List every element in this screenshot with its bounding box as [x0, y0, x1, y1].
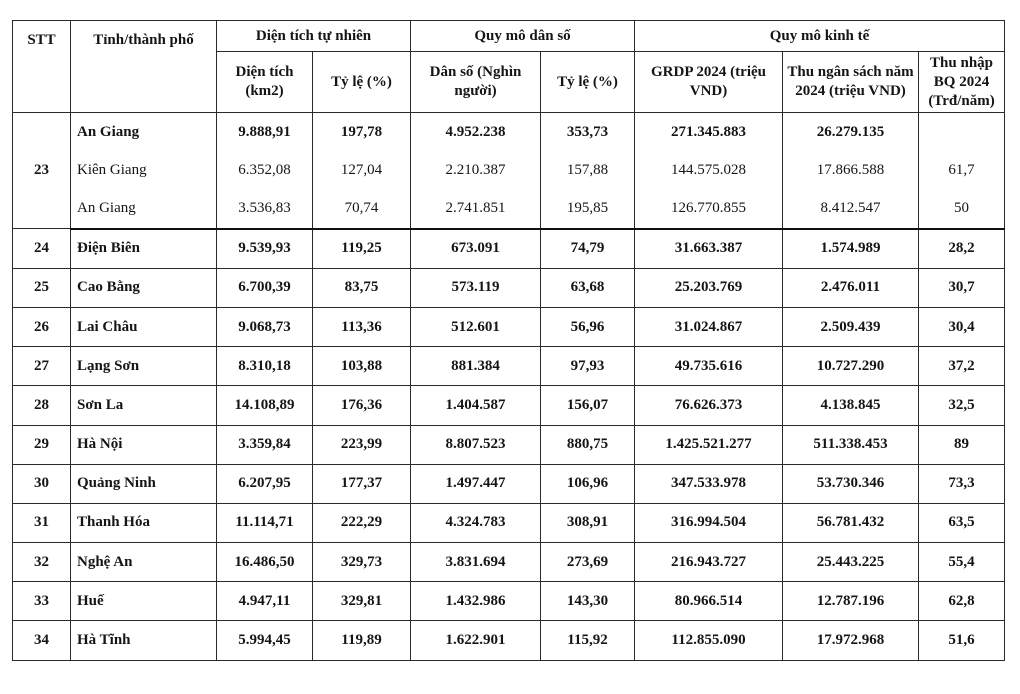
province-cell: An Giang: [71, 189, 217, 228]
stt-cell: 23: [13, 113, 71, 229]
area-ratio-cell: 329,81: [313, 582, 411, 621]
population-cell: 881.384: [411, 347, 541, 386]
population-ratio-cell: 74,79: [541, 229, 635, 269]
income-cell: 50: [919, 189, 1005, 228]
table-row: [13, 503, 1005, 542]
stt-cell: 29: [13, 425, 71, 464]
population-ratio-cell: 880,75: [541, 425, 635, 464]
population-ratio-cell: 143,30: [541, 582, 635, 621]
statistics-table-page: [12, 20, 1008, 661]
budget-cell: 26.279.135: [783, 113, 919, 152]
population-cell: 2.210.387: [411, 151, 541, 189]
population-ratio-cell: 157,88: [541, 151, 635, 189]
header-population-ratio: Tỷ lệ (%): [541, 52, 635, 113]
income-cell: 51,6: [919, 621, 1005, 660]
stt-cell: 26: [13, 307, 71, 346]
table-row: [13, 113, 1005, 152]
area-cell: 6.700,39: [217, 268, 313, 307]
grdp-cell: 76.626.373: [635, 386, 783, 425]
table-row: [13, 307, 1005, 346]
area-ratio-cell: 176,36: [313, 386, 411, 425]
grdp-cell: 216.943.727: [635, 543, 783, 582]
budget-cell: 25.443.225: [783, 543, 919, 582]
population-cell: 2.741.851: [411, 189, 541, 228]
area-cell: 6.207,95: [217, 464, 313, 503]
population-cell: 512.601: [411, 307, 541, 346]
table-row: [13, 582, 1005, 621]
stt-cell: 30: [13, 464, 71, 503]
budget-cell: 17.972.968: [783, 621, 919, 660]
area-cell: 16.486,50: [217, 543, 313, 582]
area-cell: 3.536,83: [217, 189, 313, 228]
header-group-economy: Quy mô kinh tế: [635, 21, 1005, 52]
area-ratio-cell: 119,89: [313, 621, 411, 660]
income-cell: 62,8: [919, 582, 1005, 621]
table-row: [13, 229, 1005, 269]
province-cell: Điện Biên: [71, 229, 217, 269]
income-cell: 30,7: [919, 268, 1005, 307]
stt-cell: 33: [13, 582, 71, 621]
population-cell: 3.831.694: [411, 543, 541, 582]
province-cell: Lai Châu: [71, 307, 217, 346]
province-cell: Thanh Hóa: [71, 503, 217, 542]
income-cell: 37,2: [919, 347, 1005, 386]
population-cell: 4.952.238: [411, 113, 541, 152]
grdp-cell: 112.855.090: [635, 621, 783, 660]
population-ratio-cell: 353,73: [541, 113, 635, 152]
province-cell: An Giang: [71, 113, 217, 152]
budget-cell: 511.338.453: [783, 425, 919, 464]
header-stt: STT: [13, 21, 71, 113]
province-cell: Hà Tĩnh: [71, 621, 217, 660]
grdp-cell: 126.770.855: [635, 189, 783, 228]
population-ratio-cell: 156,07: [541, 386, 635, 425]
budget-cell: 17.866.588: [783, 151, 919, 189]
grdp-cell: 347.533.978: [635, 464, 783, 503]
population-ratio-cell: 195,85: [541, 189, 635, 228]
budget-cell: 53.730.346: [783, 464, 919, 503]
header-group-area: Diện tích tự nhiên: [217, 21, 411, 52]
population-cell: 1.432.986: [411, 582, 541, 621]
stt-cell: 34: [13, 621, 71, 660]
stt-cell: 27: [13, 347, 71, 386]
area-cell: 8.310,18: [217, 347, 313, 386]
population-cell: 1.497.447: [411, 464, 541, 503]
stt-cell: 32: [13, 543, 71, 582]
province-cell: Huế: [71, 582, 217, 621]
header-group-population: Quy mô dân số: [411, 21, 635, 52]
table-row: [13, 464, 1005, 503]
province-cell: Sơn La: [71, 386, 217, 425]
province-cell: Hà Nội: [71, 425, 217, 464]
area-ratio-cell: 70,74: [313, 189, 411, 228]
header-grdp: GRDP 2024 (triệu VND): [635, 52, 783, 113]
header-province: Tỉnh/thành phố: [71, 21, 217, 113]
area-ratio-cell: 119,25: [313, 229, 411, 269]
grdp-cell: 31.024.867: [635, 307, 783, 346]
budget-cell: 56.781.432: [783, 503, 919, 542]
area-cell: 3.359,84: [217, 425, 313, 464]
area-cell: 5.994,45: [217, 621, 313, 660]
grdp-cell: 25.203.769: [635, 268, 783, 307]
grdp-cell: 271.345.883: [635, 113, 783, 152]
stt-cell: 25: [13, 268, 71, 307]
table-header: [13, 21, 1005, 113]
population-cell: 4.324.783: [411, 503, 541, 542]
grdp-cell: 316.994.504: [635, 503, 783, 542]
province-statistics-table: [12, 20, 1005, 661]
table-row: [13, 268, 1005, 307]
income-cell: 89: [919, 425, 1005, 464]
area-cell: 4.947,11: [217, 582, 313, 621]
income-cell: 73,3: [919, 464, 1005, 503]
stt-cell: 31: [13, 503, 71, 542]
table-row: [13, 151, 1005, 189]
budget-cell: 1.574.989: [783, 229, 919, 269]
population-ratio-cell: 115,92: [541, 621, 635, 660]
budget-cell: 8.412.547: [783, 189, 919, 228]
population-cell: 1.622.901: [411, 621, 541, 660]
table-row: [13, 543, 1005, 582]
header-population: Dân số (Nghìn người): [411, 52, 541, 113]
table-row: [13, 347, 1005, 386]
income-cell: 30,4: [919, 307, 1005, 346]
population-cell: 673.091: [411, 229, 541, 269]
area-ratio-cell: 113,36: [313, 307, 411, 346]
stt-cell: 24: [13, 229, 71, 269]
table-row: [13, 621, 1005, 660]
population-ratio-cell: 308,91: [541, 503, 635, 542]
population-ratio-cell: 63,68: [541, 268, 635, 307]
budget-cell: 12.787.196: [783, 582, 919, 621]
income-cell: 63,5: [919, 503, 1005, 542]
population-ratio-cell: 273,69: [541, 543, 635, 582]
grdp-cell: 49.735.616: [635, 347, 783, 386]
population-ratio-cell: 106,96: [541, 464, 635, 503]
income-cell: 61,7: [919, 151, 1005, 189]
header-area-ratio: Tỷ lệ (%): [313, 52, 411, 113]
population-cell: 1.404.587: [411, 386, 541, 425]
province-cell: Kiên Giang: [71, 151, 217, 189]
area-ratio-cell: 127,04: [313, 151, 411, 189]
area-ratio-cell: 223,99: [313, 425, 411, 464]
area-cell: 6.352,08: [217, 151, 313, 189]
table-row: [13, 425, 1005, 464]
area-cell: 14.108,89: [217, 386, 313, 425]
population-ratio-cell: 56,96: [541, 307, 635, 346]
province-cell: Cao Bằng: [71, 268, 217, 307]
header-area-km2: Diện tích (km2): [217, 52, 313, 113]
area-ratio-cell: 103,88: [313, 347, 411, 386]
header-income: Thu nhập BQ 2024 (Trđ/năm): [919, 52, 1005, 113]
province-cell: Quảng Ninh: [71, 464, 217, 503]
population-cell: 573.119: [411, 268, 541, 307]
area-ratio-cell: 83,75: [313, 268, 411, 307]
grdp-cell: 31.663.387: [635, 229, 783, 269]
income-cell: 28,2: [919, 229, 1005, 269]
grdp-cell: 1.425.521.277: [635, 425, 783, 464]
table-row: [13, 189, 1005, 228]
area-ratio-cell: 197,78: [313, 113, 411, 152]
budget-cell: 2.476.011: [783, 268, 919, 307]
table-row: [13, 386, 1005, 425]
grdp-cell: 80.966.514: [635, 582, 783, 621]
population-ratio-cell: 97,93: [541, 347, 635, 386]
area-ratio-cell: 222,29: [313, 503, 411, 542]
area-cell: 9.068,73: [217, 307, 313, 346]
area-ratio-cell: 329,73: [313, 543, 411, 582]
area-cell: 11.114,71: [217, 503, 313, 542]
population-cell: 8.807.523: [411, 425, 541, 464]
area-ratio-cell: 177,37: [313, 464, 411, 503]
area-cell: 9.539,93: [217, 229, 313, 269]
income-cell: 55,4: [919, 543, 1005, 582]
income-cell: [919, 113, 1005, 152]
stt-cell: 28: [13, 386, 71, 425]
income-cell: 32,5: [919, 386, 1005, 425]
table-body: [13, 113, 1005, 661]
province-cell: Nghệ An: [71, 543, 217, 582]
budget-cell: 10.727.290: [783, 347, 919, 386]
grdp-cell: 144.575.028: [635, 151, 783, 189]
budget-cell: 4.138.845: [783, 386, 919, 425]
area-cell: 9.888,91: [217, 113, 313, 152]
header-budget: Thu ngân sách năm 2024 (triệu VND): [783, 52, 919, 113]
province-cell: Lạng Sơn: [71, 347, 217, 386]
budget-cell: 2.509.439: [783, 307, 919, 346]
